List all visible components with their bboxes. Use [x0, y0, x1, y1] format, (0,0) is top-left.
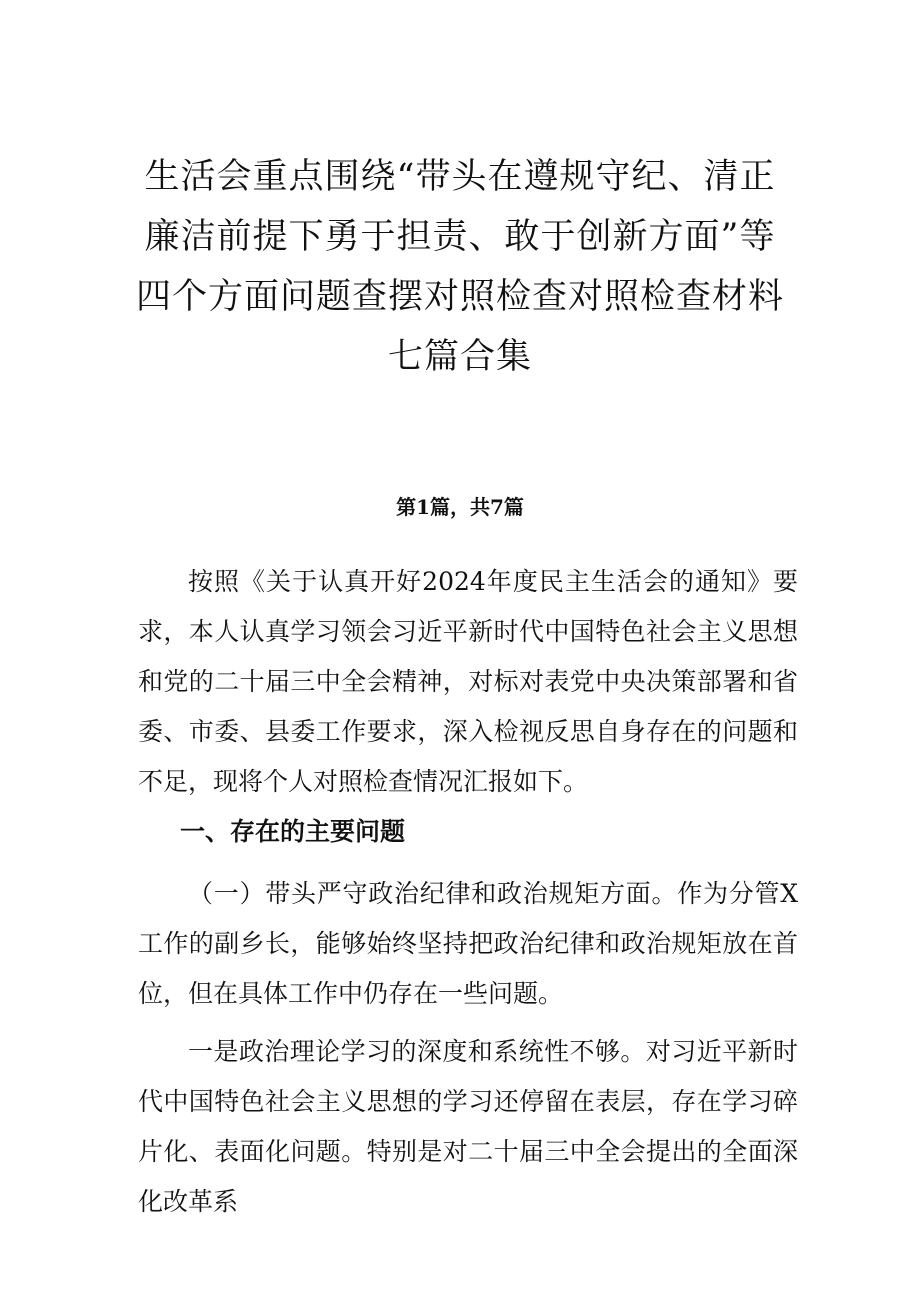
title-line-3: 四个方面问题查摆对照检查对照检查材料 [135, 277, 784, 318]
title-line-2: 廉洁前提下勇于担责、敢于创新方面”等 [144, 217, 776, 258]
intro-paragraph: 按照《关于认真开好2024年度民主生活会的通知》要求，本人认真学习领会习近平新时代中国特色社会主义思想和党的二十届三中全会精神，对标对表党中央决策部署和省委、市委、县委工作要求，深入检视反思自身存在的问题和不足，现将个人对照检查情况汇报如下。 [138, 567, 798, 796]
document-title [132, 147, 788, 387]
title-line-4: 七篇合集 [387, 337, 532, 378]
item-paragraph: （一）带头严守政治纪律和政治规矩方面。作为分管X工作的副乡长，能够始终坚持把政治纪律和政治规矩放在首位，但在具体工作中仍存在一些问题。 [138, 879, 798, 1008]
part-indicator: 第1篇，共7篇 [396, 495, 524, 519]
title-line-1: 生活会重点围绕“带头在遵规守纪、清正 [144, 157, 776, 198]
section-heading: 一、存在的主要问题 [180, 817, 406, 846]
point-paragraph: 一是政治理论学习的深度和系统性不够。对习近平新时代中国特色社会主义思想的学习还停留在表层，存在学习碎片化、表面化问题。特别是对二十届三中全会提出的全面深化改革系 [138, 1037, 798, 1216]
